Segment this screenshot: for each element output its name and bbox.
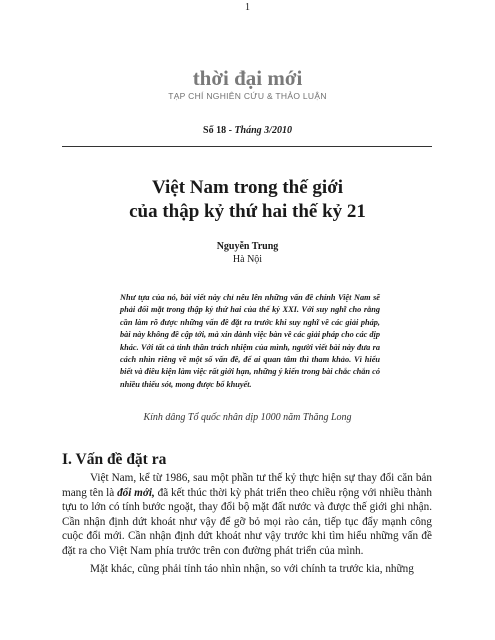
masthead (0, 66, 495, 101)
dedication: Kính dâng Tổ quốc nhân dịp 1000 năm Thăng Long (143, 412, 352, 423)
horizontal-rule (62, 146, 432, 147)
issue-separator: - (226, 125, 235, 136)
author-location: Hà Nội (232, 254, 263, 265)
emphasized-term: đổi mới, (117, 486, 155, 499)
article-title (0, 176, 495, 224)
byline (0, 240, 495, 266)
article-title-line-1: Việt Nam trong thế giới (152, 177, 343, 198)
paragraph-2: Mặt khác, cũng phải tỉnh táo nhìn nhận, so với chính ta trước kia, những (90, 562, 414, 575)
paragraph-1 (62, 471, 432, 559)
paragraph-1-start: Việt Nam, kể từ 1986, sau một phần tư thế kỷ thực hiện sự thay đổi căn bản mang tên là (62, 472, 432, 499)
article-title-line-2: của thập kỷ thứ hai thế kỷ 21 (129, 201, 366, 222)
author-name: Nguyễn Trung (216, 241, 279, 252)
issue-date: Tháng 3/2010 (234, 125, 292, 136)
section-heading: I. Vấn đề đặt ra (62, 451, 167, 468)
abstract: Như tựa của nó, bài viết này chỉ nêu lên những vấn đề chính Việt Nam sẽ phải đối mặt trong thập kỷ thứ hai của thế kỷ XXI. Với suy nghĩ cho rằng cần làm rõ được những vấn đề đặt ra trước khi suy nghĩ về các giải pháp, bài này không đề cập tới, mà xin dành việc bàn về các giải pháp cho các dịp khác. Với tất cả tinh thần trách nhiệm của mình, người viết bài này đưa ra cách nhìn riêng về một số vấn đề, để ai quan tâm thì tham khảo. Vì hiểu biết và điều kiện làm việc rất giới hạn, những ý kiến trong bài chắc chắn có nhiều thiếu sót, mong được bổ khuyết. (120, 293, 380, 389)
magazine-subtitle: TẠP CHÍ NGHIÊN CỨU & THẢO LUẬN (168, 91, 327, 101)
issue-number: Số 18 (203, 125, 227, 136)
body-text (62, 471, 432, 576)
page-number: 1 (245, 2, 250, 13)
paragraph-1-rest: đã kết thúc thời kỳ phát triển theo chiều rộng với nhiều thành tựu to lớn có tính bước ngoặt, thay đổi bộ mặt đất nước và được thế giới ghi nhận. Cần nhận định dứt khoát như vậy để gỡ bỏ mọi rào cản, tiếp tục đẩy mạnh công cuộc đổi mới. Cần nhận định dứt khoát như vậy trước khi tìm hiểu những vấn đề đặt ra cho Việt Nam phía trước trên con đường phát triển của mình. (62, 486, 432, 557)
magazine-title: thời đại mới (192, 66, 303, 90)
issue-line (0, 125, 495, 136)
